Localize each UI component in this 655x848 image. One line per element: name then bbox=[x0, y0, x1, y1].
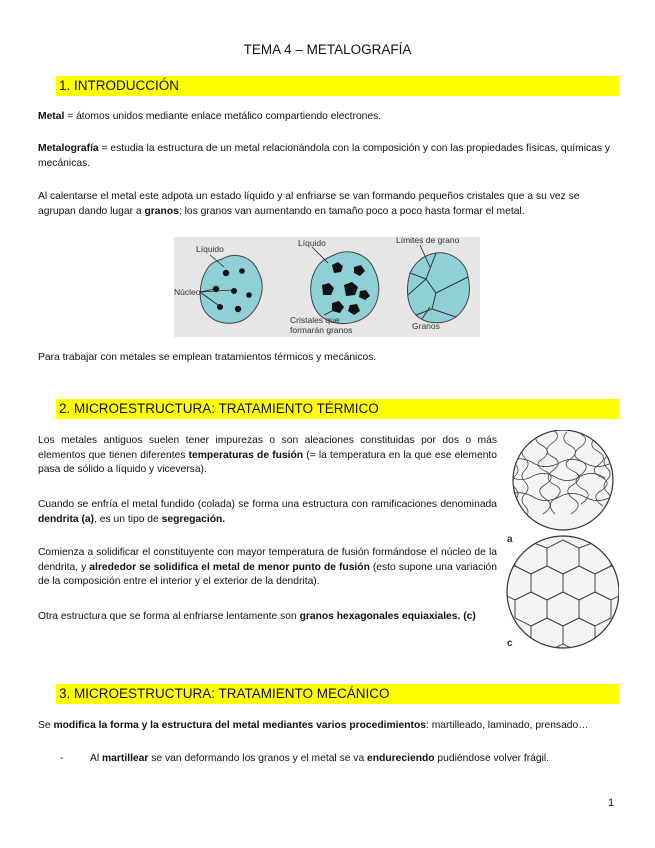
term-temperaturas-fusion: temperaturas de fusión bbox=[188, 449, 304, 461]
text: Se bbox=[38, 720, 54, 731]
text: Comienza a solidificar el constituyente con mayor temperatura de fusión formándose el núcleo de la dendrita, y bbox=[38, 547, 497, 573]
term-dendrita: dendrita (a) bbox=[38, 513, 95, 525]
text: Al bbox=[90, 753, 103, 764]
section-heading-introduccion: 1. INTRODUCCIÓN bbox=[56, 76, 619, 96]
label-cristales-1: Cristales que bbox=[290, 315, 340, 325]
text: se van deformando los granos y el metal se va bbox=[148, 753, 368, 764]
paragraph-calentar bbox=[38, 190, 618, 219]
label-c: c bbox=[507, 638, 513, 649]
bullet-dash: - bbox=[60, 753, 64, 764]
paragraph-metal bbox=[38, 110, 618, 125]
section-heading-tratamiento-mecanico: 3. MICROESTRUCTURA: TRATAMIENTO MECÁNICO bbox=[56, 684, 619, 704]
text: Otra estructura que se forma al enfriarse lentamente son bbox=[38, 611, 300, 622]
text: Al calentarse el metal este adpota un estado líquido y al enfriarse se van formando pequeños cristales que a su vez se agrupan dando lugar a bbox=[38, 191, 580, 217]
text: : martilleado, laminado, prensado… bbox=[426, 720, 589, 731]
text: (= la temperatura en la que ese elemento pasa de sólido a líquido y viceversa). bbox=[38, 449, 498, 476]
text: Los metales antiguos suelen tener impurezas o son aleaciones constituidas por dos o más elementos que tienen diferentes bbox=[38, 435, 497, 461]
term-alrededor: alrededor se solidifica el metal de menor punto de fusión bbox=[89, 561, 370, 573]
term-metalografia: Metalografía bbox=[38, 143, 99, 154]
term-segregacion: segregación. bbox=[161, 513, 226, 525]
paragraph-otra-estructura bbox=[38, 610, 497, 625]
label-nucleo: Núcleo bbox=[174, 287, 201, 297]
paragraph-metales-antiguos bbox=[38, 434, 497, 478]
solidification-diagram bbox=[174, 237, 480, 337]
label-granos: Granos bbox=[412, 321, 440, 331]
paragraph-solidificar bbox=[38, 546, 497, 590]
term-martillear: martillear bbox=[102, 753, 149, 764]
page-number: 1 bbox=[608, 797, 615, 809]
text: = estudia la estructura de un metal relacionándola con la composición y con las propiedades físicas, químicas y mecánicas. bbox=[38, 143, 611, 169]
text: pudiéndose volver frágil. bbox=[434, 753, 550, 764]
label-liquido: Líquido bbox=[196, 244, 224, 254]
label-a: a bbox=[507, 534, 513, 545]
text: = átomos unidos mediante enlace metálico compartiendo electrones. bbox=[64, 111, 382, 122]
term-metal: Metal bbox=[38, 111, 65, 122]
paragraph-trabajar: Para trabajar con metales se emplean tratamientos térmicos y mecánicos. bbox=[38, 352, 377, 363]
microstructure-diagram bbox=[505, 430, 619, 652]
page-title: TEMA 4 – METALOGRAFÍA bbox=[243, 42, 412, 57]
text: Cuando se enfría el metal fundido (colada) se forma una estructura con ramificaciones denominada bbox=[38, 499, 497, 510]
term-granos-hexagonales: granos hexagonales equiaxiales. (c) bbox=[299, 611, 476, 622]
bullet-martillear bbox=[90, 752, 610, 767]
text: , es un tipo de bbox=[94, 513, 162, 525]
figure-solidification-stages bbox=[174, 237, 480, 337]
figure-dendrite-and-grains bbox=[505, 430, 619, 652]
label-limites: Límites de grano bbox=[396, 237, 460, 245]
label-cristales-2: formarán granos bbox=[290, 325, 353, 335]
section-heading-tratamiento-termico: 2. MICROESTRUCTURA: TRATAMIENTO TÉRMICO bbox=[56, 399, 619, 419]
paragraph-modifica bbox=[38, 719, 618, 734]
text: ; los granos van aumentando en tamaño poco a poco hasta formar el metal. bbox=[178, 205, 525, 217]
paragraph-metalografia bbox=[38, 142, 618, 171]
text: (esto supone una variación de la composición entre el interior y el exterior de la dendrita). bbox=[38, 561, 497, 588]
term-endureciendo: endureciendo bbox=[367, 753, 435, 764]
term-granos: granos bbox=[144, 205, 179, 217]
label-liquido-2: Líquido bbox=[298, 238, 326, 248]
term-modifica: modifica la forma y la estructura del metal mediantes varios procedimientos bbox=[53, 720, 426, 731]
paragraph-enfria bbox=[38, 498, 497, 527]
